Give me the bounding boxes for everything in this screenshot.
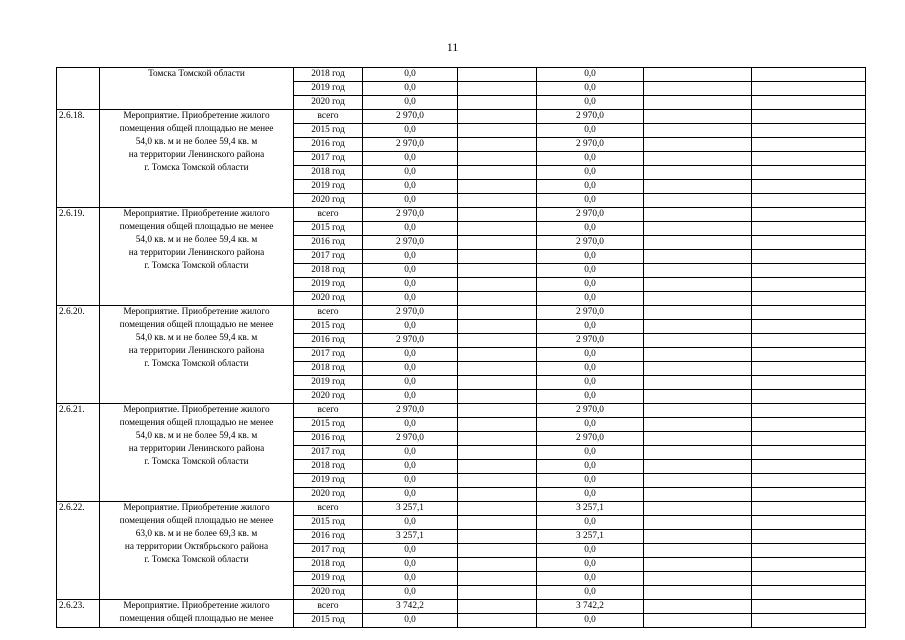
empty-cell	[752, 180, 866, 194]
budget-value: 0,0	[537, 124, 644, 138]
empty-cell	[644, 138, 752, 152]
total-value: 0,0	[363, 558, 458, 572]
empty-cell	[458, 600, 537, 614]
empty-cell	[752, 110, 866, 124]
budget-value: 0,0	[537, 250, 644, 264]
empty-cell	[752, 152, 866, 166]
total-value: 0,0	[363, 516, 458, 530]
empty-cell	[644, 110, 752, 124]
year-label: 2020 год	[294, 96, 363, 110]
budget-value: 0,0	[537, 460, 644, 474]
year-label: 2019 год	[294, 278, 363, 292]
total-value: 0,0	[363, 586, 458, 600]
year-label: 2018 год	[294, 362, 363, 376]
empty-cell	[458, 460, 537, 474]
total-value: 2 970,0	[363, 404, 458, 418]
empty-cell	[644, 208, 752, 222]
item-number: 2.6.18.	[57, 110, 100, 208]
total-value: 0,0	[363, 278, 458, 292]
budget-value: 2 970,0	[537, 306, 644, 320]
empty-cell	[458, 292, 537, 306]
budget-value: 0,0	[537, 166, 644, 180]
year-label: 2017 год	[294, 348, 363, 362]
year-label: 2016 год	[294, 138, 363, 152]
empty-cell	[644, 68, 752, 82]
year-label: 2019 год	[294, 82, 363, 96]
empty-cell	[458, 124, 537, 138]
empty-cell	[752, 320, 866, 334]
empty-cell	[644, 502, 752, 516]
total-value: 0,0	[363, 292, 458, 306]
empty-cell	[458, 138, 537, 152]
year-label: 2017 год	[294, 250, 363, 264]
total-value: 0,0	[363, 222, 458, 236]
empty-cell	[458, 96, 537, 110]
empty-cell	[458, 68, 537, 82]
description-line: Мероприятие. Приобретение жилого	[123, 307, 270, 317]
empty-cell	[644, 376, 752, 390]
table-row	[57, 208, 866, 222]
empty-cell	[458, 614, 537, 628]
empty-cell	[752, 138, 866, 152]
description-line: на территории Ленинского района	[128, 345, 265, 356]
year-label: 2015 год	[294, 516, 363, 530]
description-line: Мероприятие. Приобретение жилого	[123, 405, 270, 415]
empty-cell	[752, 446, 866, 460]
description-line: Томска Томской области	[148, 69, 245, 79]
description-line: г. Томска Томской области	[144, 358, 249, 369]
empty-cell	[752, 208, 866, 222]
budget-value: 2 970,0	[537, 110, 644, 124]
year-label: 2016 год	[294, 236, 363, 250]
description-line: на территории Ленинского района	[128, 443, 265, 454]
empty-cell	[644, 292, 752, 306]
budget-value: 0,0	[537, 180, 644, 194]
budget-value: 2 970,0	[537, 138, 644, 152]
table-row	[57, 600, 866, 614]
empty-cell	[752, 404, 866, 418]
year-label: 2020 год	[294, 390, 363, 404]
empty-cell	[644, 96, 752, 110]
empty-cell	[752, 432, 866, 446]
empty-cell	[458, 110, 537, 124]
budget-value: 2 970,0	[537, 208, 644, 222]
empty-cell	[752, 614, 866, 628]
empty-cell	[644, 418, 752, 432]
empty-cell	[752, 558, 866, 572]
year-label: 2015 год	[294, 320, 363, 334]
year-label: всего	[294, 502, 363, 516]
total-value: 2 970,0	[363, 138, 458, 152]
total-value: 2 970,0	[363, 306, 458, 320]
empty-cell	[752, 278, 866, 292]
empty-cell	[458, 334, 537, 348]
year-label: всего	[294, 110, 363, 124]
item-number: 2.6.22.	[57, 502, 100, 600]
total-value: 0,0	[363, 348, 458, 362]
year-label: 2017 год	[294, 544, 363, 558]
empty-cell	[752, 68, 866, 82]
total-value: 0,0	[363, 376, 458, 390]
empty-cell	[752, 348, 866, 362]
total-value: 0,0	[363, 96, 458, 110]
item-description	[100, 502, 294, 600]
total-value: 3 257,1	[363, 502, 458, 516]
year-label: 2019 год	[294, 376, 363, 390]
description-line: 63,0 кв. м и не более 69,3 кв. м	[135, 528, 258, 539]
total-value: 0,0	[363, 320, 458, 334]
total-value: 0,0	[363, 362, 458, 376]
total-value: 0,0	[363, 460, 458, 474]
empty-cell	[458, 306, 537, 320]
empty-cell	[752, 222, 866, 236]
budget-value: 0,0	[537, 222, 644, 236]
empty-cell	[458, 222, 537, 236]
total-value: 0,0	[363, 488, 458, 502]
empty-cell	[458, 572, 537, 586]
empty-cell	[752, 82, 866, 96]
description-line: г. Томска Томской области	[144, 162, 249, 173]
budget-value: 0,0	[537, 488, 644, 502]
budget-value: 0,0	[537, 516, 644, 530]
budget-value: 0,0	[537, 572, 644, 586]
table-row	[57, 306, 866, 320]
budget-value: 0,0	[537, 614, 644, 628]
total-value: 2 970,0	[363, 236, 458, 250]
year-label: 2019 год	[294, 180, 363, 194]
empty-cell	[752, 96, 866, 110]
empty-cell	[644, 180, 752, 194]
description-line: помещения общей площадью не менее	[119, 417, 274, 428]
empty-cell	[644, 474, 752, 488]
empty-cell	[644, 460, 752, 474]
year-label: 2017 год	[294, 446, 363, 460]
empty-cell	[458, 446, 537, 460]
empty-cell	[644, 516, 752, 530]
budget-value: 0,0	[537, 544, 644, 558]
empty-cell	[458, 418, 537, 432]
budget-value: 0,0	[537, 376, 644, 390]
table-row	[57, 68, 866, 82]
empty-cell	[458, 390, 537, 404]
budget-value: 2 970,0	[537, 404, 644, 418]
total-value: 0,0	[363, 82, 458, 96]
empty-cell	[644, 614, 752, 628]
total-value: 3 257,1	[363, 530, 458, 544]
budget-value: 0,0	[537, 390, 644, 404]
total-value: 2 970,0	[363, 110, 458, 124]
year-label: всего	[294, 306, 363, 320]
item-description	[100, 68, 294, 110]
total-value: 0,0	[363, 390, 458, 404]
description-line: помещения общей площадью не менее	[119, 319, 274, 330]
year-label: 2019 год	[294, 474, 363, 488]
empty-cell	[644, 166, 752, 180]
total-value: 0,0	[363, 474, 458, 488]
empty-cell	[644, 586, 752, 600]
total-value: 0,0	[363, 68, 458, 82]
description-line: на территории Октябрьского района	[124, 541, 269, 552]
budget-value: 0,0	[537, 474, 644, 488]
description-line: 54,0 кв. м и не более 59,4 кв. м	[135, 332, 258, 343]
empty-cell	[752, 418, 866, 432]
empty-cell	[458, 250, 537, 264]
description-line: помещения общей площадью не менее	[119, 221, 274, 232]
empty-cell	[644, 446, 752, 460]
page-number: 11	[446, 40, 459, 54]
description-line: помещения общей площадью не менее	[119, 123, 274, 134]
total-value: 2 970,0	[363, 208, 458, 222]
empty-cell	[644, 264, 752, 278]
empty-cell	[644, 194, 752, 208]
year-label: 2019 год	[294, 572, 363, 586]
year-label: 2018 год	[294, 460, 363, 474]
year-label: 2018 год	[294, 68, 363, 82]
empty-cell	[458, 362, 537, 376]
empty-cell	[458, 544, 537, 558]
budget-value: 0,0	[537, 152, 644, 166]
total-value: 0,0	[363, 180, 458, 194]
budget-value: 0,0	[537, 446, 644, 460]
item-number: 2.6.23.	[57, 600, 100, 628]
empty-cell	[644, 236, 752, 250]
empty-cell	[752, 236, 866, 250]
empty-cell	[458, 348, 537, 362]
empty-cell	[458, 530, 537, 544]
budget-value: 2 970,0	[537, 334, 644, 348]
empty-cell	[752, 460, 866, 474]
item-number: 2.6.20.	[57, 306, 100, 404]
empty-cell	[752, 264, 866, 278]
budget-value: 0,0	[537, 292, 644, 306]
description-line: Мероприятие. Приобретение жилого	[123, 601, 270, 611]
total-value: 2 970,0	[363, 334, 458, 348]
year-label: 2018 год	[294, 166, 363, 180]
empty-cell	[458, 586, 537, 600]
year-label: 2017 год	[294, 152, 363, 166]
description-line: Мероприятие. Приобретение жилого	[123, 503, 270, 513]
year-label: всего	[294, 600, 363, 614]
total-value: 0,0	[363, 572, 458, 586]
item-description	[100, 600, 294, 628]
budget-value: 0,0	[537, 68, 644, 82]
empty-cell	[644, 348, 752, 362]
empty-cell	[752, 488, 866, 502]
empty-cell	[752, 474, 866, 488]
empty-cell	[458, 208, 537, 222]
item-description	[100, 404, 294, 502]
empty-cell	[644, 362, 752, 376]
empty-cell	[644, 544, 752, 558]
year-label: всего	[294, 208, 363, 222]
year-label: 2016 год	[294, 432, 363, 446]
empty-cell	[752, 544, 866, 558]
budget-value: 0,0	[537, 362, 644, 376]
empty-cell	[752, 502, 866, 516]
empty-cell	[752, 586, 866, 600]
empty-cell	[458, 404, 537, 418]
total-value: 0,0	[363, 614, 458, 628]
empty-cell	[458, 236, 537, 250]
budget-value: 0,0	[537, 558, 644, 572]
empty-cell	[644, 334, 752, 348]
item-description	[100, 110, 294, 208]
table-row	[57, 404, 866, 418]
description-line: 54,0 кв. м и не более 59,4 кв. м	[135, 136, 258, 147]
empty-cell	[458, 558, 537, 572]
budget-value: 3 257,1	[537, 502, 644, 516]
description-line: Мероприятие. Приобретение жилого	[123, 111, 270, 121]
total-value: 0,0	[363, 166, 458, 180]
item-number: 2.6.19.	[57, 208, 100, 306]
empty-cell	[644, 432, 752, 446]
description-line: г. Томска Томской области	[144, 554, 249, 565]
empty-cell	[458, 278, 537, 292]
item-description	[100, 306, 294, 404]
description-line: г. Томска Томской области	[144, 260, 249, 271]
empty-cell	[752, 194, 866, 208]
year-label: 2020 год	[294, 488, 363, 502]
empty-cell	[644, 320, 752, 334]
empty-cell	[458, 152, 537, 166]
empty-cell	[752, 306, 866, 320]
year-label: 2016 год	[294, 530, 363, 544]
table-body	[57, 68, 866, 628]
total-value: 0,0	[363, 446, 458, 460]
budget-value: 3 257,1	[537, 530, 644, 544]
budget-value: 0,0	[537, 320, 644, 334]
table-row	[57, 502, 866, 516]
total-value: 0,0	[363, 264, 458, 278]
budget-value: 2 970,0	[537, 432, 644, 446]
empty-cell	[644, 152, 752, 166]
empty-cell	[644, 306, 752, 320]
budget-value: 0,0	[537, 82, 644, 96]
year-label: 2015 год	[294, 222, 363, 236]
budget-value: 0,0	[537, 264, 644, 278]
total-value: 0,0	[363, 194, 458, 208]
description-line: Мероприятие. Приобретение жилого	[123, 209, 270, 219]
budget-value: 3 742,2	[537, 600, 644, 614]
total-value: 0,0	[363, 124, 458, 138]
empty-cell	[752, 166, 866, 180]
empty-cell	[644, 390, 752, 404]
empty-cell	[644, 558, 752, 572]
budget-value: 0,0	[537, 418, 644, 432]
empty-cell	[644, 222, 752, 236]
empty-cell	[458, 194, 537, 208]
year-label: 2016 год	[294, 334, 363, 348]
description-line: на территории Ленинского района	[128, 247, 265, 258]
year-label: 2015 год	[294, 614, 363, 628]
empty-cell	[752, 292, 866, 306]
year-label: 2020 год	[294, 194, 363, 208]
empty-cell	[458, 516, 537, 530]
empty-cell	[752, 572, 866, 586]
year-label: 2015 год	[294, 418, 363, 432]
empty-cell	[644, 404, 752, 418]
empty-cell	[458, 82, 537, 96]
empty-cell	[644, 278, 752, 292]
description-line: помещения общей площадью не менее	[119, 613, 274, 624]
empty-cell	[458, 488, 537, 502]
empty-cell	[752, 334, 866, 348]
empty-cell	[644, 82, 752, 96]
total-value: 2 970,0	[363, 432, 458, 446]
empty-cell	[458, 166, 537, 180]
empty-cell	[752, 362, 866, 376]
empty-cell	[752, 530, 866, 544]
empty-cell	[644, 488, 752, 502]
item-description	[100, 208, 294, 306]
description-line: помещения общей площадью не менее	[119, 515, 274, 526]
empty-cell	[752, 516, 866, 530]
empty-cell	[458, 502, 537, 516]
description-line: на территории Ленинского района	[128, 149, 265, 160]
empty-cell	[752, 600, 866, 614]
empty-cell	[644, 124, 752, 138]
year-label: всего	[294, 404, 363, 418]
empty-cell	[644, 600, 752, 614]
empty-cell	[644, 572, 752, 586]
description-line: 54,0 кв. м и не более 59,4 кв. м	[135, 234, 258, 245]
budget-value: 0,0	[537, 348, 644, 362]
item-number: 2.6.21.	[57, 404, 100, 502]
empty-cell	[458, 320, 537, 334]
empty-cell	[458, 376, 537, 390]
budget-value: 0,0	[537, 278, 644, 292]
year-label: 2018 год	[294, 558, 363, 572]
empty-cell	[644, 530, 752, 544]
empty-cell	[752, 376, 866, 390]
empty-cell	[458, 180, 537, 194]
empty-cell	[752, 124, 866, 138]
empty-cell	[458, 432, 537, 446]
program-table	[56, 67, 866, 628]
total-value: 0,0	[363, 152, 458, 166]
item-number	[57, 68, 100, 110]
description-line: 54,0 кв. м и не более 59,4 кв. м	[135, 430, 258, 441]
total-value: 0,0	[363, 544, 458, 558]
empty-cell	[644, 250, 752, 264]
year-label: 2015 год	[294, 124, 363, 138]
total-value: 0,0	[363, 250, 458, 264]
total-value: 0,0	[363, 418, 458, 432]
budget-value: 0,0	[537, 194, 644, 208]
empty-cell	[752, 390, 866, 404]
budget-value: 0,0	[537, 96, 644, 110]
table-row	[57, 110, 866, 124]
budget-value: 2 970,0	[537, 236, 644, 250]
year-label: 2020 год	[294, 292, 363, 306]
empty-cell	[458, 474, 537, 488]
budget-value: 0,0	[537, 586, 644, 600]
description-line: г. Томска Томской области	[144, 456, 249, 467]
empty-cell	[752, 250, 866, 264]
empty-cell	[458, 264, 537, 278]
year-label: 2018 год	[294, 264, 363, 278]
total-value: 3 742,2	[363, 600, 458, 614]
year-label: 2020 год	[294, 586, 363, 600]
